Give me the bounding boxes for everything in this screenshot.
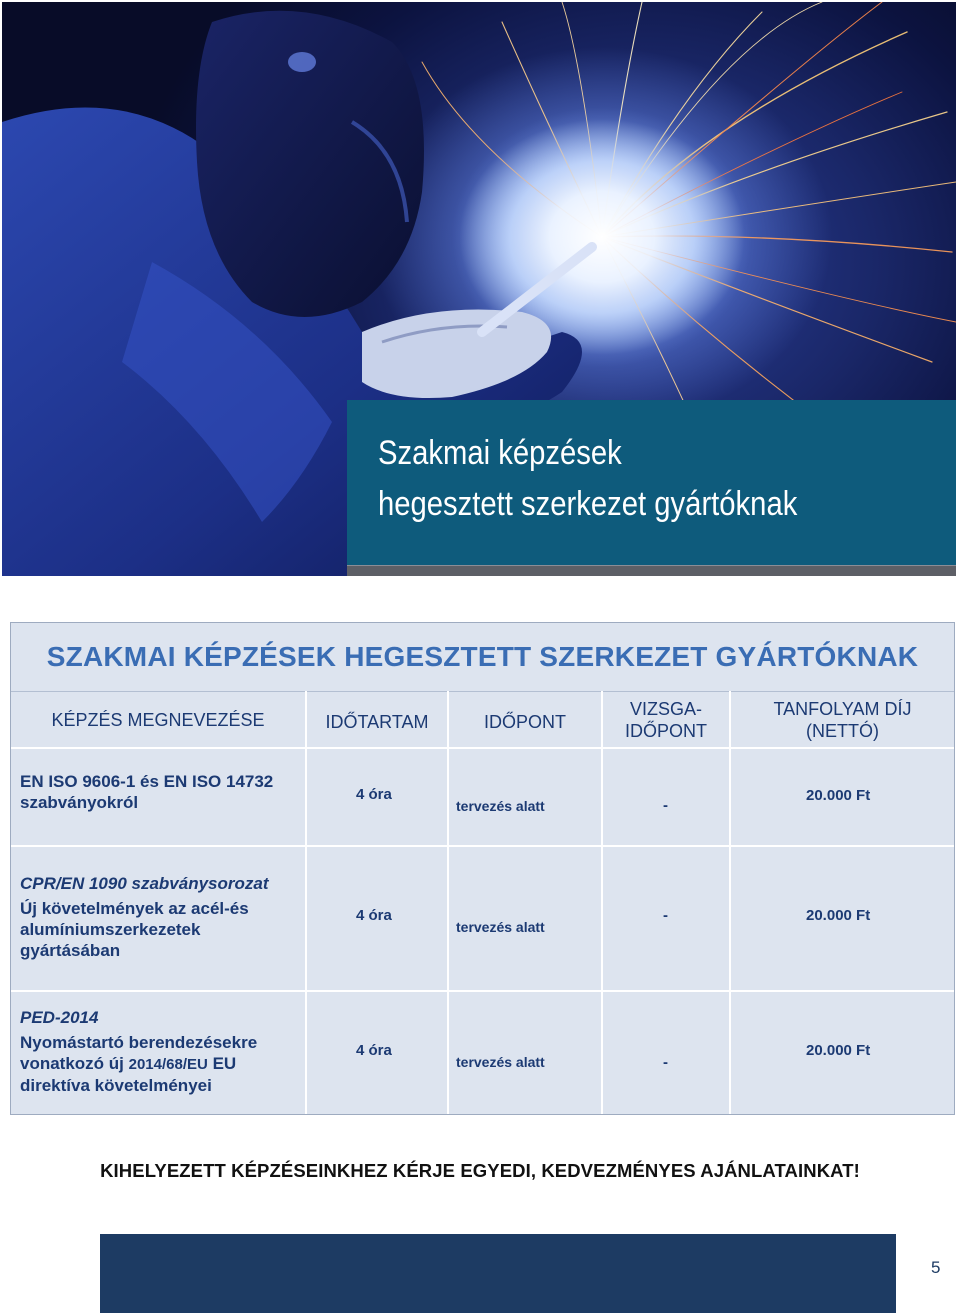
header-duration: IDŐTARTAM <box>325 711 429 732</box>
table-row <box>11 847 954 990</box>
hero-title-line-1: Szakmai képzések <box>378 434 622 472</box>
header-exam-date <box>603 691 729 748</box>
header-exam-line-2: IDŐPONT <box>624 720 707 741</box>
course-exam-date: - <box>663 907 668 924</box>
course-exam-date: - <box>663 1054 668 1071</box>
course-name-line: Nyomástartó berendezésekre <box>20 1033 258 1052</box>
header-name: KÉPZÉS MEGNEVEZÉSE <box>51 709 265 730</box>
course-name-line: EN ISO 9606-1 és EN ISO 14732 <box>20 772 274 791</box>
hero-title-line-2: hegesztett szerkezet gyártóknak <box>378 485 798 523</box>
course-name-line <box>20 1053 257 1075</box>
header-fee-line-2: (NETTÓ) <box>806 720 879 741</box>
page-number: 5 <box>931 1258 941 1277</box>
course-table <box>10 622 955 1115</box>
course-standard: PED-2014 <box>20 1008 99 1027</box>
table-row <box>11 992 954 1114</box>
course-date: tervezés alatt <box>456 1054 545 1070</box>
hero-title-box <box>347 400 956 565</box>
course-fee: 20.000 Ft <box>806 907 871 924</box>
course-fee: 20.000 Ft <box>806 1042 871 1059</box>
header-date: IDŐPONT <box>483 711 566 732</box>
course-name-line: alumíniumszerkezetek <box>20 920 201 939</box>
course-name-line: direktíva követelményei <box>20 1076 212 1095</box>
course-date: tervezés alatt <box>456 919 545 935</box>
course-duration: 4 óra <box>356 786 392 803</box>
header-fee-line-1: TANFOLYAM DÍJ <box>773 698 912 719</box>
course-name-part: 2014/68/EU <box>128 1056 208 1073</box>
table-title: SZAKMAI KÉPZÉSEK HEGESZTETT SZERKEZET GYÁRTÓKNAK <box>11 623 954 692</box>
offer-note: KIHELYEZETT KÉPZÉSEINKHEZ KÉRJE EGYEDI, KEDVEZMÉNYES AJÁNLATAINKAT! <box>100 1160 860 1181</box>
course-date: tervezés alatt <box>456 798 545 814</box>
course-name-line: Új követelmények az acél-és <box>20 899 249 918</box>
course-name-part: EU <box>207 1054 237 1073</box>
hero-photo <box>2 2 956 576</box>
course-name-part: vonatkozó új <box>20 1054 129 1073</box>
course-exam-date: - <box>663 797 668 814</box>
table-header-row <box>11 691 954 748</box>
course-name-line: gyártásában <box>20 941 121 960</box>
course-name <box>20 1007 257 1096</box>
course-duration: 4 óra <box>356 1042 392 1059</box>
course-standard: CPR/EN 1090 szabványsorozat <box>20 874 269 893</box>
header-exam-line-1: VIZSGA- <box>629 698 702 719</box>
header-fee <box>731 691 954 748</box>
course-name-line: szabványokról <box>20 793 139 812</box>
table-row <box>11 749 954 845</box>
course-fee: 20.000 Ft <box>806 787 871 804</box>
course-name <box>20 873 269 961</box>
course-name <box>20 771 273 813</box>
bottom-bar <box>100 1234 896 1313</box>
course-duration: 4 óra <box>356 907 392 924</box>
